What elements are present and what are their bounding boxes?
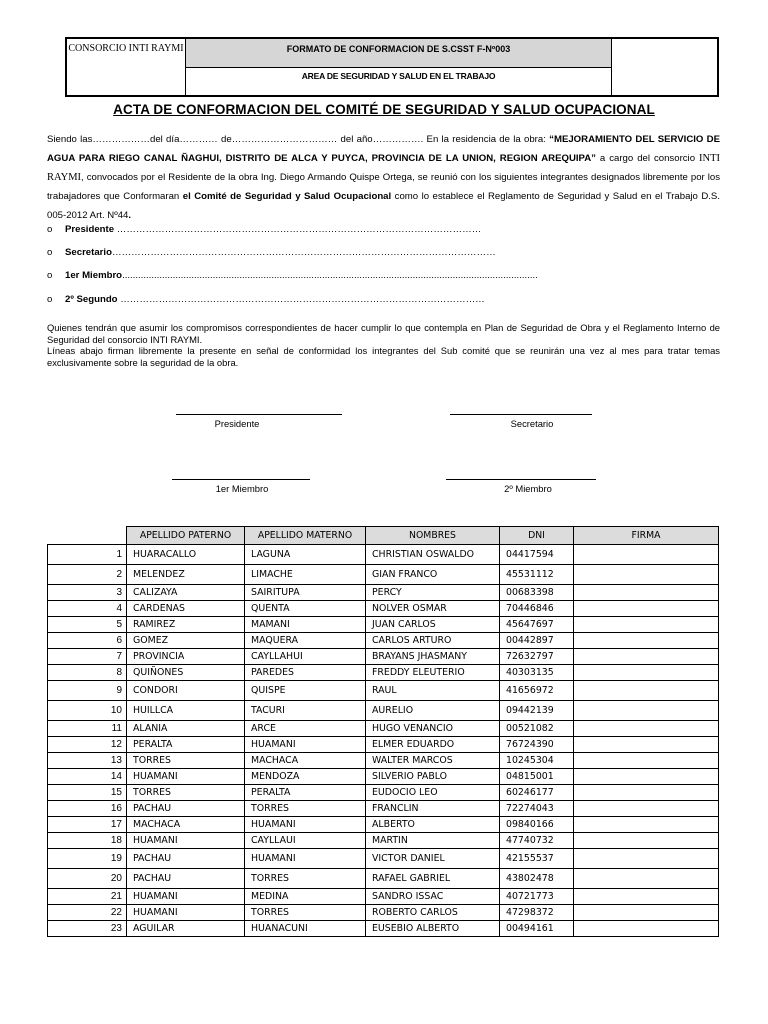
- bullet-icon: o: [47, 294, 53, 305]
- dni-cell: 47740732: [500, 833, 574, 849]
- apellido-materno-cell: LIMACHE: [245, 565, 366, 585]
- apellido-paterno-cell: PACHAU: [127, 801, 245, 817]
- apellido-paterno-cell: HUAMANI: [127, 905, 245, 921]
- firma-cell[interactable]: [574, 753, 719, 769]
- nombres-cell: ROBERTO CARLOS: [366, 905, 500, 921]
- role-segundo: [47, 294, 567, 305]
- commitment-text-1: Quienes tendrán que asumir los compromisos correspondientes de hacer cumplir lo que contempla en Plan de Seguridad de Obra y el Reglamento Interno de Seguridad del consorcio INTI RAYMI.: [47, 322, 720, 345]
- intro-text-2: a cargo del consorcio: [595, 153, 699, 164]
- nombres-cell: GIAN FRANCO: [366, 565, 500, 585]
- apellido-paterno-cell: HUAMANI: [127, 889, 245, 905]
- row-number: 16: [48, 801, 127, 817]
- table-row: [48, 649, 719, 665]
- table-row: [48, 633, 719, 649]
- apellido-materno-cell: PAREDES: [245, 665, 366, 681]
- apellido-paterno-cell: HUILLCA: [127, 701, 245, 721]
- firma-cell[interactable]: [574, 665, 719, 681]
- consortium-name: INTI RAYMI: [47, 153, 720, 183]
- table-row: [48, 617, 719, 633]
- nombres-cell: FREDDY ELEUTERIO: [366, 665, 500, 681]
- apellido-paterno-cell: QUIÑONES: [127, 665, 245, 681]
- apellido-materno-cell: HUAMANI: [245, 817, 366, 833]
- nombres-cell: SILVERIO PABLO: [366, 769, 500, 785]
- nombres-cell: SANDRO ISSAC: [366, 889, 500, 905]
- row-number: 19: [48, 849, 127, 869]
- apellido-materno-cell: PERALTA: [245, 785, 366, 801]
- table-row: [48, 769, 719, 785]
- bullet-icon: o: [47, 224, 53, 235]
- dni-cell: 10245304: [500, 753, 574, 769]
- apellido-materno-cell: QUISPE: [245, 681, 366, 701]
- row-number: 14: [48, 769, 127, 785]
- nombres-cell: RAFAEL GABRIEL: [366, 869, 500, 889]
- role-dots: …………………………………………………………………………………………………………: [111, 247, 496, 258]
- row-number: 7: [48, 649, 127, 665]
- apellido-paterno-cell: MELENDEZ: [127, 565, 245, 585]
- nombres-cell: NOLVER OSMAR: [366, 601, 500, 617]
- members-table: [47, 526, 719, 937]
- apellido-materno-cell: QUENTA: [245, 601, 366, 617]
- apellido-materno-cell: MACHACA: [245, 753, 366, 769]
- row-number: 18: [48, 833, 127, 849]
- apellido-materno-cell: MENDOZA: [245, 769, 366, 785]
- apellido-paterno-cell: GOMEZ: [127, 633, 245, 649]
- row-number: 11: [48, 721, 127, 737]
- apellido-materno-cell: MEDINA: [245, 889, 366, 905]
- project-name: “MEJORAMIENTO DEL SERVICIO DE AGUA PARA RIEGO CANAL ÑAGHUI, DISTRITO DE ALCA Y PUYCA, PROVINCIA DE LA UNION, REGION AREQUIPA”: [47, 134, 720, 164]
- apellido-materno-cell: MAMANI: [245, 617, 366, 633]
- table-row: [48, 681, 719, 701]
- firma-cell[interactable]: [574, 701, 719, 721]
- signature-label-presidente: Presidente: [214, 418, 260, 429]
- table-row: [48, 721, 719, 737]
- table-header-apellido-materno: APELLIDO MATERNO: [245, 527, 366, 545]
- apellido-materno-cell: CAYLLAUI: [245, 833, 366, 849]
- nombres-cell: EUDOCIO LEO: [366, 785, 500, 801]
- apellido-paterno-cell: TORRES: [127, 785, 245, 801]
- intro-text-5: .: [128, 210, 132, 221]
- role-label: Presidente: [65, 224, 115, 235]
- table-row: [48, 665, 719, 681]
- firma-cell[interactable]: [574, 721, 719, 737]
- role-presidente: [47, 224, 567, 235]
- row-number: 1: [48, 545, 127, 565]
- dni-cell: 45647697: [500, 617, 574, 633]
- nombres-cell: CHRISTIAN OSWALDO: [366, 545, 500, 565]
- firma-cell[interactable]: [574, 633, 719, 649]
- table-row: [48, 833, 719, 849]
- signature-label-miembro1: 1er Miembro: [215, 483, 269, 494]
- row-number: 22: [48, 905, 127, 921]
- intro-text-4: como lo establece el Reglamento de Seguridad y Salud en el Trabajo D.S. 005-2012 Art. Nº44: [47, 191, 721, 221]
- row-number: 5: [48, 617, 127, 633]
- row-number: 4: [48, 601, 127, 617]
- dni-cell: 72632797: [500, 649, 574, 665]
- firma-cell[interactable]: [574, 905, 719, 921]
- intro-text-1: Siendo las………………del día………… de…………………………… del año……………. En la residencia de la obra:: [47, 134, 550, 145]
- dni-cell: 00683398: [500, 585, 574, 601]
- apellido-materno-cell: LAGUNA: [245, 545, 366, 565]
- role-dots: ............................................................................................................................................................: [122, 270, 538, 281]
- row-number: 6: [48, 633, 127, 649]
- commitment-paragraph: [47, 322, 720, 368]
- apellido-paterno-cell: HUAMANI: [127, 769, 245, 785]
- dni-cell: 42155537: [500, 849, 574, 869]
- role-dots: ……………………………………………………………………………………………………: [114, 224, 482, 235]
- apellido-paterno-cell: TORRES: [127, 753, 245, 769]
- table-row: [48, 585, 719, 601]
- row-number: 2: [48, 565, 127, 585]
- dni-cell: 09442139: [500, 701, 574, 721]
- format-code: FORMATO DE CONFORMACION DE S.CSST F-Nº003: [186, 39, 611, 68]
- table-header-row: [48, 527, 719, 545]
- dni-cell: 76724390: [500, 737, 574, 753]
- apellido-materno-cell: HUAMANI: [245, 737, 366, 753]
- document-title-text: ACTA DE CONFORMACION DEL COMITÉ DE SEGURIDAD Y SALUD OCUPACIONAL: [113, 102, 655, 117]
- commitment-text-2: Líneas abajo firman libremente la presente en señal de conformidad los integrantes del Sub comité que se reunirán una vez al mes para tratar temas exclusivamente sobre la seguridad de la obra.: [47, 345, 720, 368]
- apellido-materno-cell: TACURI: [245, 701, 366, 721]
- apellido-materno-cell: TORRES: [245, 801, 366, 817]
- nombres-cell: WALTER MARCOS: [366, 753, 500, 769]
- apellido-materno-cell: TORRES: [245, 905, 366, 921]
- apellido-paterno-cell: PERALTA: [127, 737, 245, 753]
- apellido-materno-cell: HUAMANI: [245, 849, 366, 869]
- signature-line-secretario: [450, 414, 592, 415]
- firma-cell[interactable]: [574, 921, 719, 937]
- table-row: [48, 545, 719, 565]
- dni-cell: 04417594: [500, 545, 574, 565]
- table-row: [48, 601, 719, 617]
- firma-cell[interactable]: [574, 849, 719, 869]
- committee-name: el Comité de Seguridad y Salud Ocupacional: [182, 191, 392, 202]
- dni-cell: 47298372: [500, 905, 574, 921]
- dni-cell: 40303135: [500, 665, 574, 681]
- document-header: [65, 37, 719, 97]
- signature-line-miembro2: [446, 479, 596, 480]
- row-number: 9: [48, 681, 127, 701]
- table-row: [48, 701, 719, 721]
- apellido-paterno-cell: CARDENAS: [127, 601, 245, 617]
- role-dots: ……………………………………………………………………………………………………: [117, 294, 485, 305]
- role-primer-miembro: [47, 270, 567, 281]
- firma-cell[interactable]: [574, 769, 719, 785]
- nombres-cell: FRANCLIN: [366, 801, 500, 817]
- document-title: [0, 102, 768, 117]
- apellido-paterno-cell: PROVINCIA: [127, 649, 245, 665]
- firma-cell[interactable]: [574, 681, 719, 701]
- firma-cell[interactable]: [574, 565, 719, 585]
- row-number: 10: [48, 701, 127, 721]
- signature-line-presidente: [176, 414, 342, 415]
- nombres-cell: HUGO VENANCIO: [366, 721, 500, 737]
- dni-cell: 72274043: [500, 801, 574, 817]
- nombres-cell: EUSEBIO ALBERTO: [366, 921, 500, 937]
- table-row: [48, 889, 719, 905]
- dni-cell: 60246177: [500, 785, 574, 801]
- apellido-paterno-cell: CALIZAYA: [127, 585, 245, 601]
- intro-paragraph: [47, 130, 720, 225]
- signature-label-miembro2: 2º Miembro: [504, 483, 552, 494]
- row-number: 20: [48, 869, 127, 889]
- nombres-cell: ALBERTO: [366, 817, 500, 833]
- header-center: [186, 39, 612, 95]
- firma-cell[interactable]: [574, 585, 719, 601]
- nombres-cell: VICTOR DANIEL: [366, 849, 500, 869]
- table-row: [48, 785, 719, 801]
- apellido-paterno-cell: AGUILAR: [127, 921, 245, 937]
- dni-cell: 70446846: [500, 601, 574, 617]
- table-header-apellido-paterno: APELLIDO PATERNO: [127, 527, 245, 545]
- firma-cell[interactable]: [574, 801, 719, 817]
- table-row: [48, 905, 719, 921]
- table-row: [48, 753, 719, 769]
- nombres-cell: PERCY: [366, 585, 500, 601]
- firma-cell[interactable]: [574, 617, 719, 633]
- role-label: 1er Miembro: [65, 270, 123, 281]
- row-number: 21: [48, 889, 127, 905]
- firma-cell[interactable]: [574, 869, 719, 889]
- row-number: 23: [48, 921, 127, 937]
- dni-cell: 04815001: [500, 769, 574, 785]
- signature-label-secretario: Secretario: [510, 418, 554, 429]
- firma-cell[interactable]: [574, 889, 719, 905]
- row-number: 12: [48, 737, 127, 753]
- role-label: Secretario: [65, 247, 112, 258]
- firma-cell[interactable]: [574, 601, 719, 617]
- dni-cell: 00521082: [500, 721, 574, 737]
- dni-cell: 00442897: [500, 633, 574, 649]
- table-row: [48, 737, 719, 753]
- table-row: [48, 817, 719, 833]
- table-row: [48, 801, 719, 817]
- table-header-nombres: NOMBRES: [366, 527, 500, 545]
- dni-cell: 40721773: [500, 889, 574, 905]
- apellido-materno-cell: CAYLLAHUI: [245, 649, 366, 665]
- intro-text-3: , convocados por el Residente de la obra Ing. Diego Armando Quispe Ortega, se reunió con los siguientes integrantes designados libremente por los trabajadores que Conformaran: [47, 172, 720, 202]
- firma-cell[interactable]: [574, 785, 719, 801]
- firma-cell[interactable]: [574, 649, 719, 665]
- table-body: [48, 545, 719, 937]
- dni-cell: 09840166: [500, 817, 574, 833]
- dni-cell: 41656972: [500, 681, 574, 701]
- apellido-paterno-cell: RAMIREZ: [127, 617, 245, 633]
- dni-cell: 45531112: [500, 565, 574, 585]
- row-number: 13: [48, 753, 127, 769]
- table-row: [48, 849, 719, 869]
- table-row: [48, 565, 719, 585]
- firma-cell[interactable]: [574, 545, 719, 565]
- table-header-firma: FIRMA: [574, 527, 719, 545]
- apellido-materno-cell: TORRES: [245, 869, 366, 889]
- table-header-number: [48, 527, 127, 545]
- company-name: CONSORCIO INTI RAYMI: [67, 39, 186, 95]
- table-header-dni: DNI: [500, 527, 574, 545]
- apellido-materno-cell: SAIRITUPA: [245, 585, 366, 601]
- apellido-paterno-cell: PACHAU: [127, 869, 245, 889]
- firma-cell[interactable]: [574, 833, 719, 849]
- role-secretario: [47, 247, 567, 258]
- apellido-materno-cell: HUANACUNI: [245, 921, 366, 937]
- apellido-paterno-cell: CONDORI: [127, 681, 245, 701]
- nombres-cell: BRAYANS JHASMANY: [366, 649, 500, 665]
- apellido-paterno-cell: PACHAU: [127, 849, 245, 869]
- apellido-materno-cell: MAQUERA: [245, 633, 366, 649]
- apellido-paterno-cell: HUAMANI: [127, 833, 245, 849]
- dni-cell: 00494161: [500, 921, 574, 937]
- apellido-materno-cell: ARCE: [245, 721, 366, 737]
- bullet-icon: o: [47, 247, 53, 258]
- nombres-cell: CARLOS ARTURO: [366, 633, 500, 649]
- firma-cell[interactable]: [574, 737, 719, 753]
- row-number: 15: [48, 785, 127, 801]
- nombres-cell: MARTIN: [366, 833, 500, 849]
- table-row: [48, 869, 719, 889]
- bullet-icon: o: [47, 270, 53, 281]
- nombres-cell: JUAN CARLOS: [366, 617, 500, 633]
- nombres-cell: ELMER EDUARDO: [366, 737, 500, 753]
- signature-line-miembro1: [172, 479, 310, 480]
- apellido-paterno-cell: ALANIA: [127, 721, 245, 737]
- apellido-paterno-cell: HUARACALLO: [127, 545, 245, 565]
- nombres-cell: RAUL: [366, 681, 500, 701]
- area-name: AREA DE SEGURIDAD Y SALUD EN EL TRABAJO: [301, 71, 496, 81]
- role-label: 2º Segundo: [65, 294, 118, 305]
- firma-cell[interactable]: [574, 817, 719, 833]
- row-number: 17: [48, 817, 127, 833]
- dni-cell: 43802478: [500, 869, 574, 889]
- nombres-cell: AURELIO: [366, 701, 500, 721]
- row-number: 8: [48, 665, 127, 681]
- table-row: [48, 921, 719, 937]
- apellido-paterno-cell: MACHACA: [127, 817, 245, 833]
- row-number: 3: [48, 585, 127, 601]
